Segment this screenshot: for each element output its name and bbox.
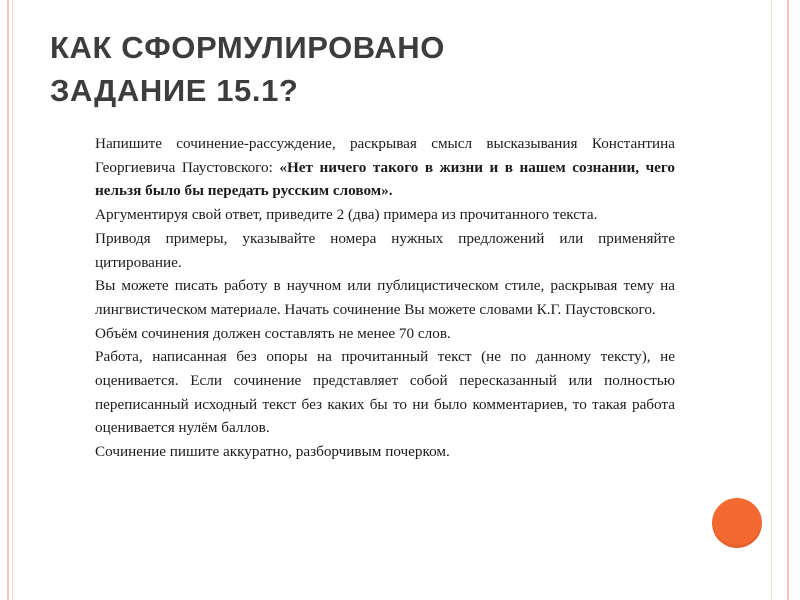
slide-title-line-1: КАК СФОРМУЛИРОВАНО <box>50 30 445 65</box>
task-paragraph-5: Объём сочинения должен составлять не менее 70 слов. <box>95 324 451 342</box>
frame-right-outer-line <box>787 0 789 600</box>
task-paragraph-1 <box>95 132 675 203</box>
slide-title-line-2: ЗАДАНИЕ 15.1? <box>50 73 299 108</box>
task-paragraph-2: Аргументируя свой ответ, приведите 2 (два) примера из прочитанного текста. <box>95 206 598 224</box>
task-paragraph-1-intro: Напишите сочинение-рассуждение, раскрывая смысл высказывания Константина Георгиевича Паустовского: <box>95 135 675 176</box>
orange-circle-decoration <box>712 498 762 548</box>
frame-left-outer-line <box>7 0 9 600</box>
frame-left-inner-line <box>12 0 13 600</box>
frame-right-inner-line <box>771 0 772 600</box>
task-paragraph-6: Работа, написанная без опоры на прочитанный текст (не по данному тексту), не оценивается. Если сочинение представляет собой пересказанный или полностью переписанный исходный текст без каких бы то ни было комментариев, то такая работа оценивается нулём баллов. <box>95 348 675 437</box>
slide-title <box>50 26 590 112</box>
task-quote: «Нет ничего такого в жизни и в нашем сознании, чего нельзя было бы передать русским словом». <box>95 158 675 200</box>
task-paragraph-4: Вы можете писать работу в научном или публицистическом стиле, раскрывая тему на лингвистическом материале. Начать сочинение Вы можете словами К.Г. Паустовского. <box>95 277 675 318</box>
task-text-block <box>95 132 675 552</box>
task-paragraph-7: Сочинение пишите аккуратно, разборчивым почерком. <box>95 443 450 461</box>
task-paragraph-3: Приводя примеры, указывайте номера нужных предложений или применяйте цитирование. <box>95 229 675 271</box>
